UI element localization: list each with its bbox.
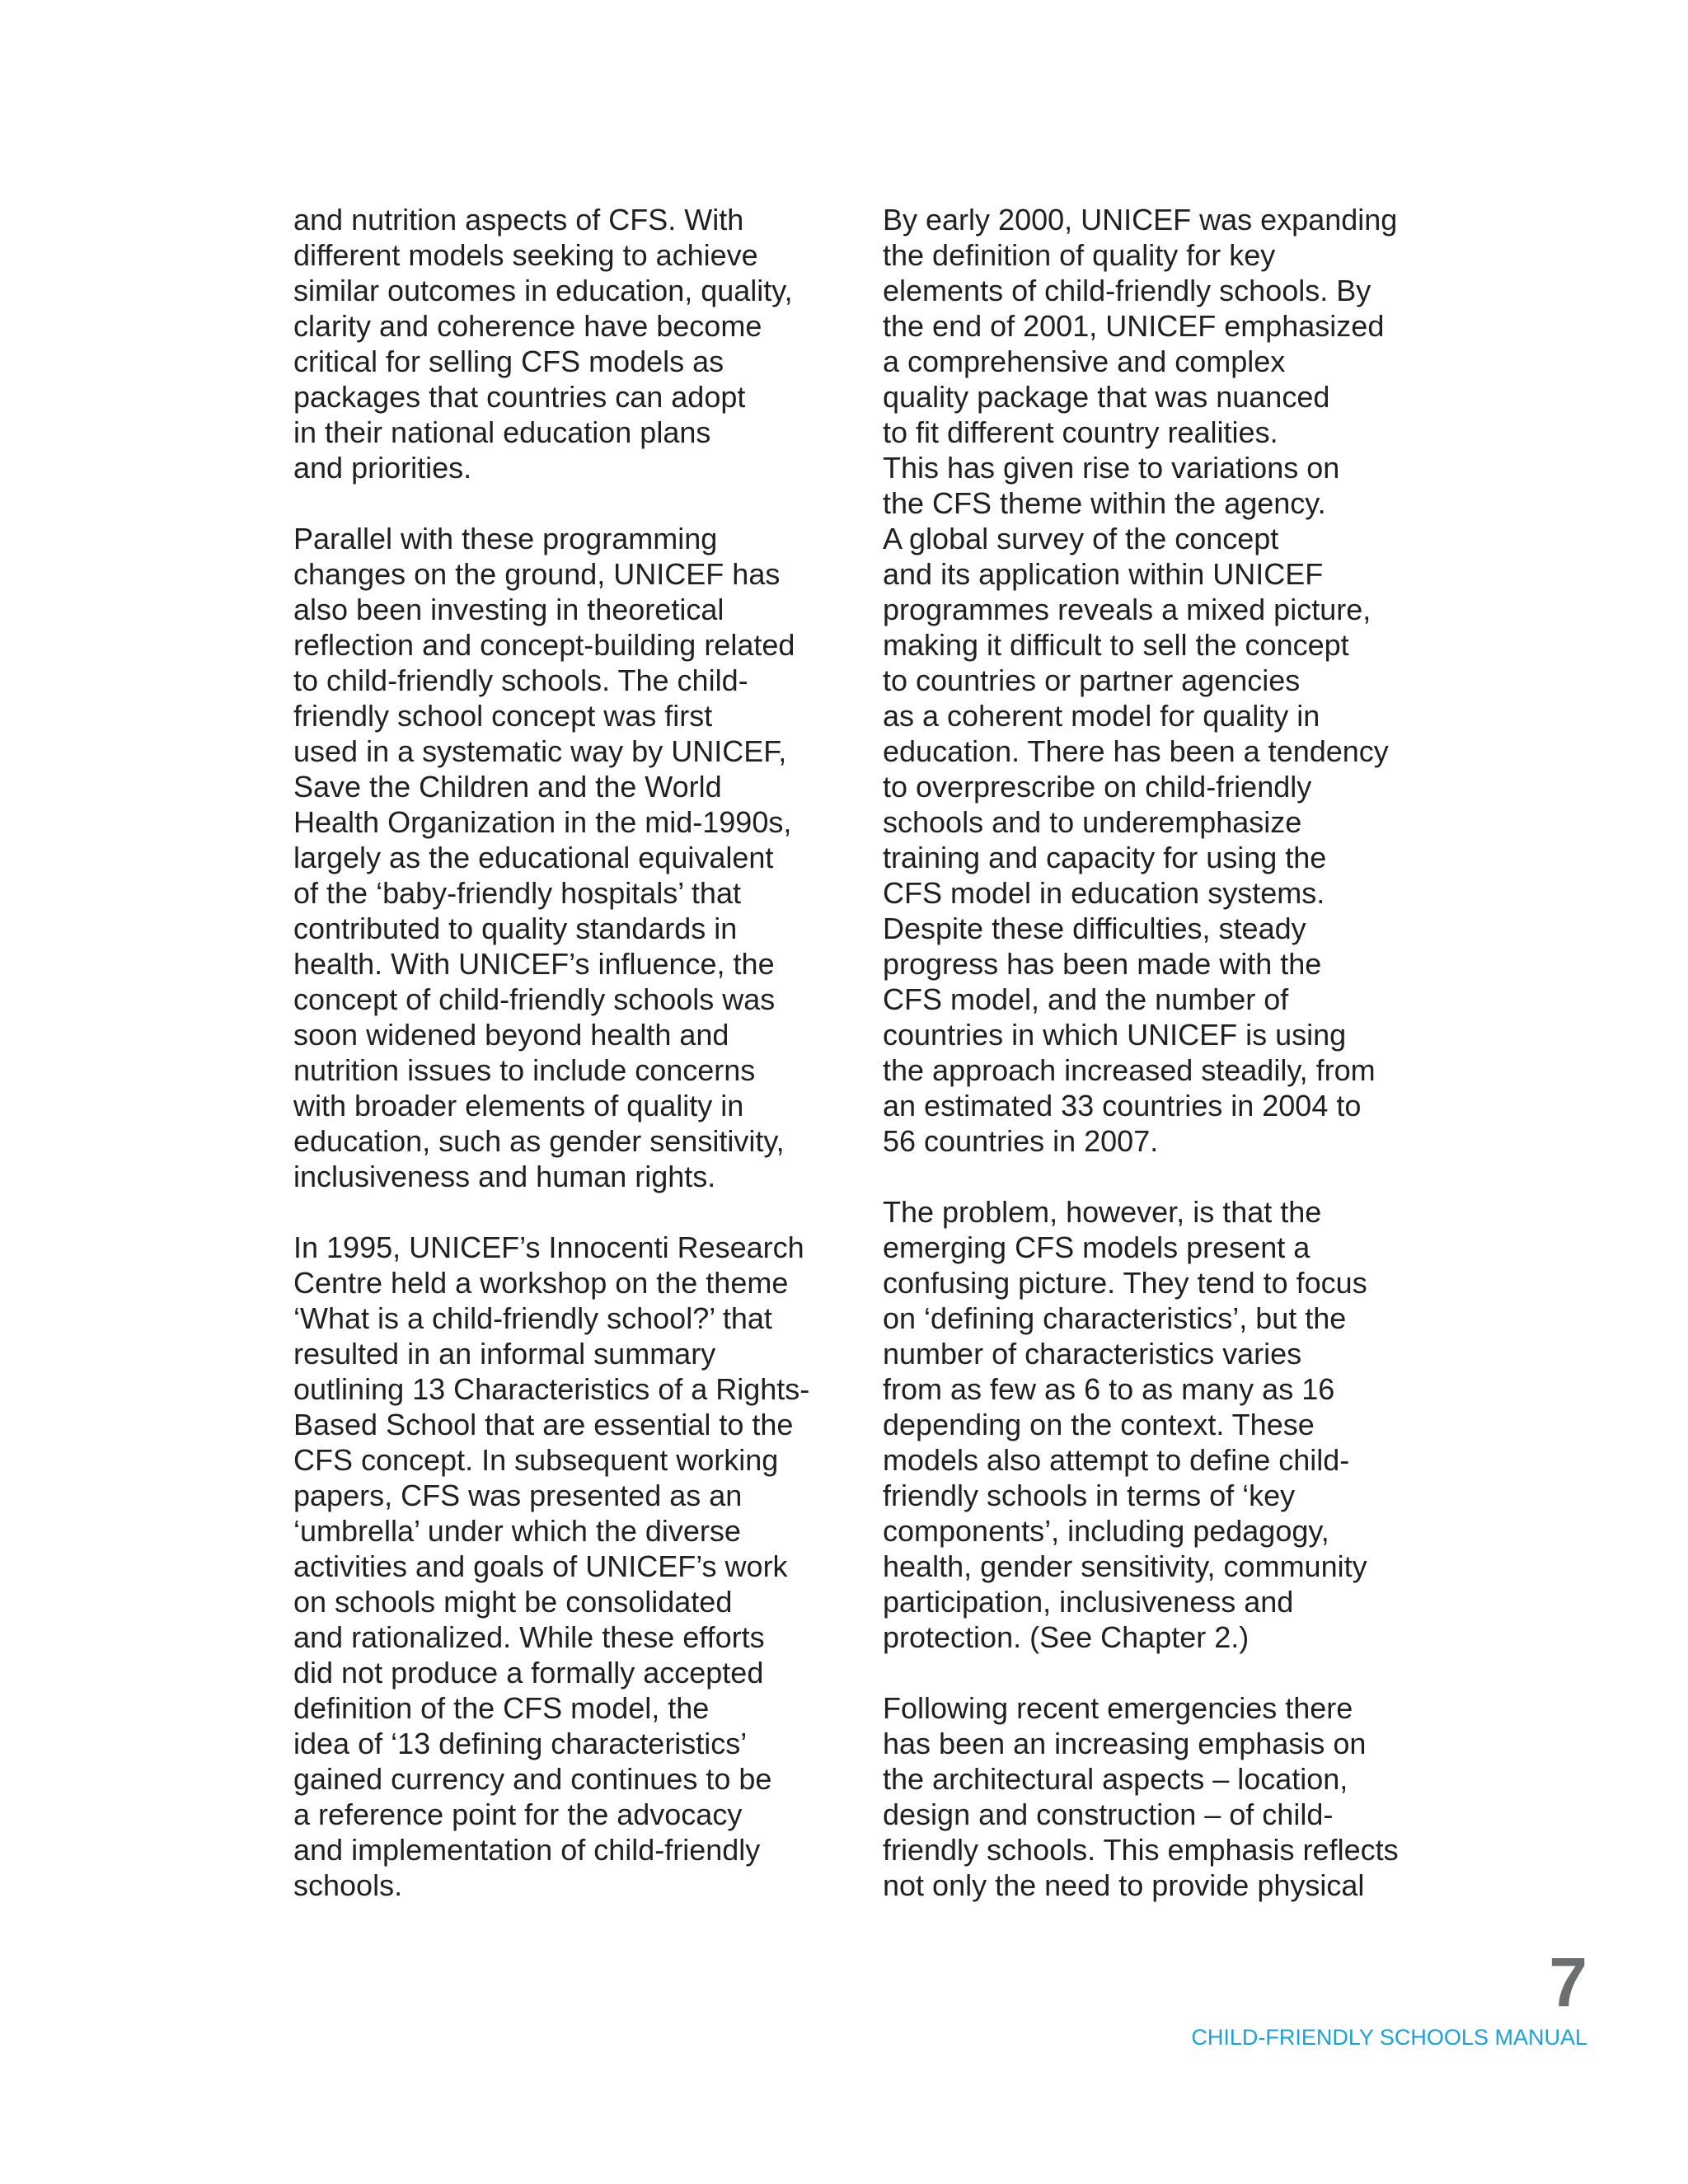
page-number: 7	[1549, 1943, 1587, 2021]
paragraph: The problem, however, is that the emerging CFS models present a confusing picture. They tend to focus on ‘defining characteristics’, but the number of characteristics varies from as few as 6 to as many as 16 depending on the context. These models also attempt to define child- friendly schools in terms of ‘key components’, including pedagogy, health, gender sensitivity, community participation, inclusiveness and protection. (See Chapter 2.)	[883, 1195, 1367, 1654]
paragraph: In 1995, UNICEF’s Innocenti Research Centre held a workshop on the theme ‘What is a child-friendly school?’ that resulted in an informal summary outlining 13 Characteristics of a Rights- Based School that are essential to the CFS concept. In subsequent working papers, CFS was presented as an ‘umbrella’ under which the diverse activities and goals of UNICEF’s work on schools might be consolidated and rationalized. While these efforts did not produce a formally accepted definition of the CFS model, the idea of ‘13 defining characteristics’ gained currency and continues to be a reference point for the advocacy and implementation of child-friendly schools.	[293, 1230, 810, 1902]
right-text-column	[883, 202, 1476, 1903]
paragraph: and nutrition aspects of CFS. With different models seeking to achieve similar outcomes in education, quality, clarity and coherence have become critical for selling CFS models as packages that countries can adopt in their national education plans and priorities.	[293, 203, 793, 485]
left-text-column	[293, 202, 870, 1903]
paragraph: By early 2000, UNICEF was expanding the definition of quality for key elements of child-friendly schools. By the end of 2001, UNICEF emphasized a comprehensive and complex quality package that was nuanced to fit different country realities. This has given rise to variations on the CFS theme within the agency. A global survey of the concept and its application within UNICEF programmes reveals a mixed picture, making it difficult to sell the concept to countries or partner agencies as a coherent model for quality in education. There has been a tendency to overprescribe on child-friendly schools and to underemphasize training and capacity for using the CFS model in education systems. Despite these difficulties, steady progress has been made with the CFS model, and the number of countries in which UNICEF is using the approach increased steadily, from an estimated 33 countries in 2004 to 56 countries in 2007.	[883, 203, 1398, 1158]
paragraph: Parallel with these programming changes on the ground, UNICEF has also been investing in theoretical reflection and concept-building related to child-friendly schools. The child- friendly school concept was first used in a systematic way by UNICEF, Save the Children and the World Health Organization in the mid-1990s, largely as the educational equivalent of the ‘baby-friendly hospitals’ that contributed to quality standards in health. With UNICEF’s influence, the concept of child-friendly schools was soon widened beyond health and nutrition issues to include concerns with broader elements of quality in education, such as gender sensitivity, inclusiveness and human rights.	[293, 522, 795, 1193]
footer-publication-title: CHILD-FRIENDLY SCHOOLS MANUAL	[1191, 2025, 1587, 2050]
paragraph: Following recent emergencies there has been an increasing emphasis on the architectural aspects – location, design and construction – of child- friendly schools. This emphasis reflects not only the need to provide physical	[883, 1691, 1399, 1902]
